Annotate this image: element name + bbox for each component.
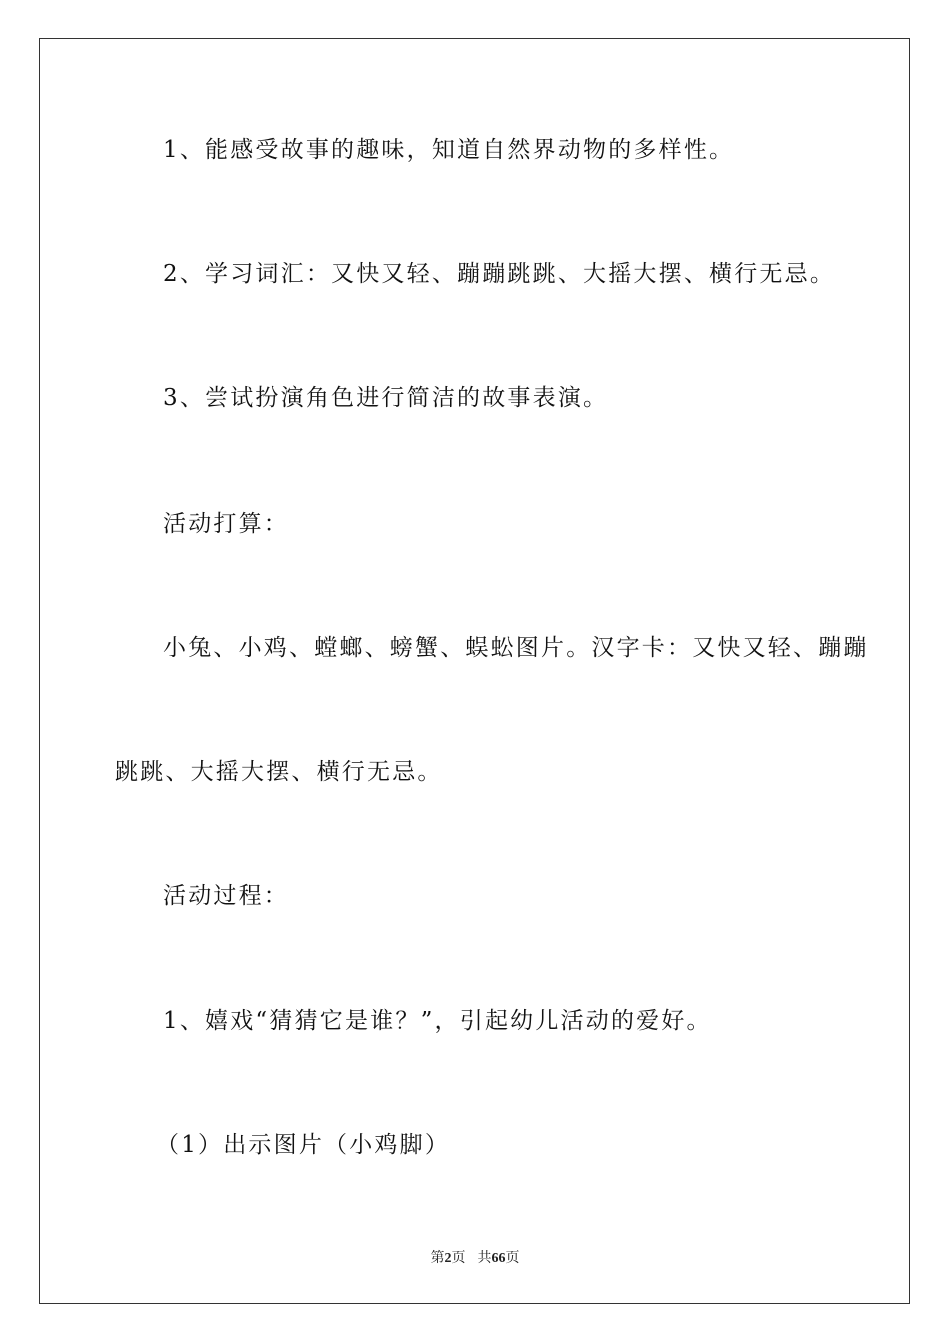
objective-1: 1、能感受故事的趣味，知道自然界动物的多样性。 (163, 137, 735, 163)
objective-3: 3、尝试扮演角色进行简洁的故事表演。 (163, 385, 609, 411)
footer-page-suffix: 页 (451, 1251, 466, 1266)
footer-total-suffix: 页 (505, 1251, 520, 1266)
section-heading-process: 活动过程： (163, 883, 289, 909)
page-footer (0, 1247, 950, 1267)
footer-total-prefix: 共 (477, 1251, 492, 1266)
footer-page-prefix: 第 (430, 1251, 445, 1266)
page-border (39, 38, 910, 1304)
preparation-text-line-2: 跳跳、大摇大摆、横行无忌。 (115, 759, 443, 785)
process-substep-1: （1）出示图片（小鸡脚） (156, 1132, 451, 1158)
objective-2: 2、学习词汇：又快又轻、蹦蹦跳跳、大摇大摆、横行无忌。 (163, 261, 836, 287)
footer-total-pages: 66 (491, 1251, 506, 1266)
footer-page-number: 2 (444, 1251, 452, 1266)
process-step-1: 1、嬉戏“猜猜它是谁？”，引起幼儿活动的爱好。 (163, 1008, 712, 1034)
preparation-text-line-1: 小兔、小鸡、螳螂、螃蟹、蜈蚣图片。汉字卡：又快又轻、蹦蹦 (163, 635, 869, 661)
section-heading-preparation: 活动打算： (163, 511, 289, 537)
